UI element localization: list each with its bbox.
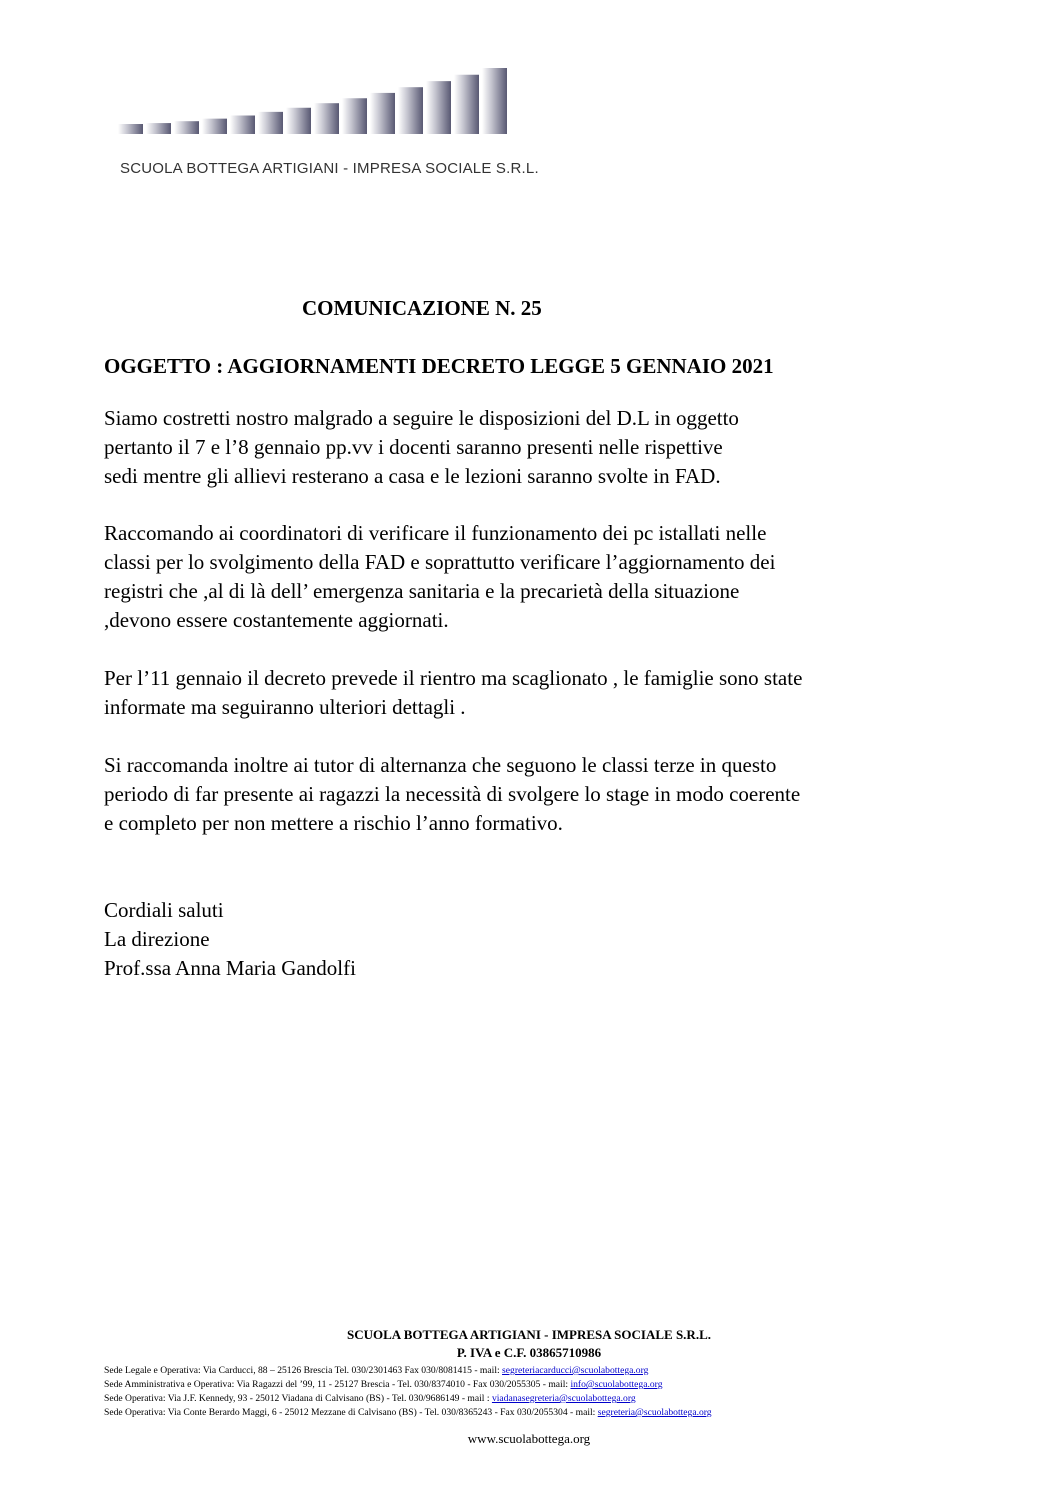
paragraph-4	[104, 751, 800, 838]
logo-bar	[258, 112, 283, 134]
document-title: COMUNICAZIONE N. 25	[302, 296, 542, 320]
paragraph-line: ,devono essere costantemente aggiornati.	[104, 608, 449, 632]
logo-bar	[286, 108, 311, 134]
footer-vat: P. IVA e C.F. 03865710986	[456, 1345, 602, 1360]
company-logo	[118, 66, 508, 136]
footer-address-line	[104, 1378, 663, 1391]
footer-header	[0, 1326, 1058, 1362]
paragraph-line: Raccomando ai coordinatori di verificare il funzionamento dei pc istallati nelle	[104, 521, 767, 545]
logo-bar	[202, 119, 227, 134]
paragraph-line: Si raccomanda inoltre ai tutor di alternanza che seguono le classi terze in questo	[104, 753, 777, 777]
paragraph-line: Siamo costretti nostro malgrado a seguire le disposizioni del D.L in oggetto	[104, 406, 739, 430]
logo-bar	[118, 124, 143, 134]
logo-bar	[482, 68, 507, 134]
logo-bar	[174, 121, 199, 134]
footer-website[interactable]: www.scuolabottega.org	[467, 1431, 591, 1446]
email-link[interactable]: viadanasegreteria@scuolabottega.org	[491, 1393, 636, 1404]
logo-bar	[454, 75, 479, 134]
paragraph-line: Per l’11 gennaio il decreto prevede il rientro ma scaglionato , le famiglie sono state	[104, 666, 803, 690]
paragraph-line: periodo di far presente ai ragazzi la necessità di svolgere lo stage in modo coerente	[104, 782, 801, 806]
logo-bar	[370, 93, 395, 134]
paragraph-2	[104, 519, 775, 635]
address-text: Sede Operativa: Via J.F. Kennedy, 93 - 25012 Viadana di Calvisano (BS) - Tel. 030/9686149 - mail :	[104, 1393, 492, 1404]
logo-bar	[426, 81, 451, 134]
closing-greeting: Cordiali saluti	[104, 898, 224, 922]
paragraph-line: classi per lo svolgimento della FAD e soprattutto verificare l’aggiornamento dei	[104, 550, 776, 574]
logo-bar	[314, 103, 339, 134]
footer-company: SCUOLA BOTTEGA ARTIGIANI - IMPRESA SOCIALE S.R.L.	[347, 1327, 711, 1342]
paragraph-3	[104, 664, 802, 722]
paragraph-line: registri che ,al di là dell’ emergenza sanitaria e la precarietà della situazione	[104, 579, 740, 603]
footer-address-line	[104, 1406, 712, 1419]
document-subject: OGGETTO : AGGIORNAMENTI DECRETO LEGGE 5 GENNAIO 2021	[104, 354, 774, 378]
paragraph-1	[104, 404, 739, 491]
address-text: Sede Amministrativa e Operativa: Via Ragazzi del ’99, 11 - 25127 Brescia - Tel. 030/8374010 - Fax 030/2055305 - mail:	[104, 1379, 571, 1390]
closing-sender: La direzione	[104, 927, 210, 951]
signature-block	[104, 896, 356, 983]
address-text: Sede Legale e Operativa: Via Carducci, 88 – 25126 Brescia Tel. 030/2301463 Fax 030/8081415 - mail:	[104, 1365, 503, 1376]
email-link[interactable]: segreteria@scuolabottega.org	[597, 1407, 712, 1418]
paragraph-line: sedi mentre gli allievi resterano a casa e le lezioni saranno svolte in FAD.	[104, 464, 721, 488]
closing-signatory: Prof.ssa Anna Maria Gandolfi	[104, 956, 356, 980]
footer-address-line	[104, 1392, 636, 1405]
company-name-header: SCUOLA BOTTEGA ARTIGIANI - IMPRESA SOCIALE S.R.L.	[120, 160, 539, 177]
footer-address-line	[104, 1364, 648, 1377]
paragraph-line: pertanto il 7 e l’8 gennaio pp.vv i docenti saranno presenti nelle rispettive	[104, 435, 723, 459]
logo-bar	[146, 123, 171, 134]
paragraph-line: e completo per non mettere a rischio l’anno formativo.	[104, 811, 563, 835]
paragraph-line: informate ma seguiranno ulteriori dettagli .	[104, 695, 466, 719]
email-link[interactable]: info@scuolabottega.org	[570, 1379, 663, 1390]
address-text: Sede Operativa: Via Conte Berardo Maggi, 6 - 25012 Mezzane di Calvisano (BS) - Tel. 030/8365243 - Fax 030/2055304 - mail:	[104, 1407, 598, 1418]
email-link[interactable]: segreteriacarducci@scuolabottega.org	[502, 1365, 649, 1376]
logo-bar	[230, 116, 255, 134]
logo-bar	[342, 98, 367, 134]
logo-bar	[398, 87, 423, 134]
